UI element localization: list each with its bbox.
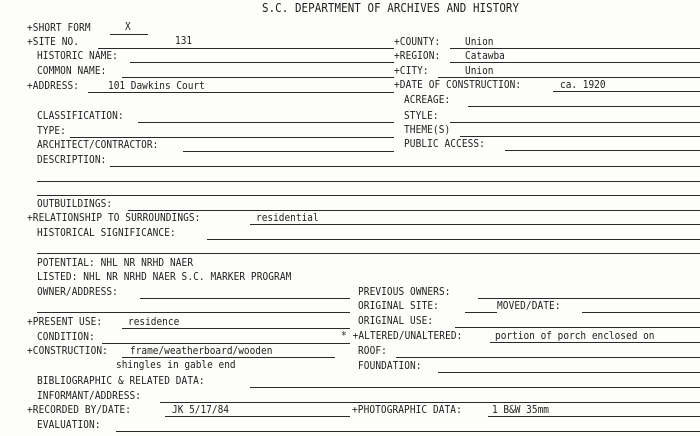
type-label: TYPE: [37,124,66,137]
relationship-label: +RELATIONSHIP TO SURROUNDINGS: [27,211,201,224]
site-no-line [98,48,394,49]
outbuildings-label: OUTBUILDINGS: [37,197,113,210]
relationship-line [250,224,700,225]
photographic-line [488,416,700,417]
original-use-label: ORIGINAL USE: [358,314,434,327]
acreage-line [468,106,700,107]
listed-label: LISTED: NHL NR NRHD NAER S.C. MARKER PROGRAM [37,270,292,283]
roof-label: ROOF: [358,344,387,357]
county-value: Union [465,35,494,48]
moved-date-line [582,312,700,313]
outbuildings-line [128,210,700,211]
site-no-label: +SITE NO. [27,35,80,48]
public-access-line [505,150,700,151]
address-line [88,92,394,93]
moved-date-label: MOVED/DATE: [497,299,561,312]
owner-address-label: OWNER/ADDRESS: [37,285,118,298]
common-name-label: COMMON NAME: [37,64,107,77]
city-label: +CITY: [394,64,429,77]
architect-label: ARCHITECT/CONTRACTOR: [37,138,159,151]
construction-value: frame/weatherboard/wooden [130,344,273,357]
common-name-line [122,77,394,78]
potential-label: POTENTIAL: NHL NR NRHD NAER [37,256,194,269]
short-form-value: X [125,20,131,33]
style-line [450,122,700,123]
historical-significance-line [207,239,700,240]
original-site-label: ORIGINAL SITE: [358,299,439,312]
evaluation-label: EVALUATION: [37,418,101,431]
description-line-2 [37,181,700,182]
date-construction-line [553,91,700,92]
themes-line [460,136,700,137]
owner-address-line [140,298,350,299]
city-value: Union [465,64,494,77]
owner-address-line-2 [37,312,350,313]
bibliographic-line [250,387,700,388]
altered-label: * +ALTERED/UNALTERED: [341,329,463,342]
construction-label: +CONSTRUCTION: [27,344,108,357]
date-construction-label: +DATE OF CONSTRUCTION: [394,78,522,91]
classification-line [138,122,394,123]
condition-label: CONDITION: [37,330,95,343]
classification-label: CLASSIFICATION: [37,109,124,122]
short-form-line [110,34,148,35]
informant-label: INFORMANT/ADDRESS: [37,389,142,402]
region-label: +REGION: [394,49,441,62]
original-use-line [455,327,700,328]
relationship-value: residential [256,211,319,224]
style-label: STYLE: [404,109,439,122]
altered-line [490,342,700,343]
region-value: Catawba [465,49,505,62]
bibliographic-label: BIBLIOGRAPHIC & RELATED DATA: [37,374,205,387]
site-no-value: 131 [175,34,193,47]
themes-label: THEME(S) [404,123,451,136]
evaluation-line [116,431,700,432]
recorded-by-value: JK 5/17/84 [172,403,229,416]
historical-significance-label: HISTORICAL SIGNIFICANCE: [37,226,176,239]
foundation-line [438,372,700,373]
present-use-line [122,328,350,329]
acreage-label: ACREAGE: [404,93,451,106]
description-label: DESCRIPTION: [37,153,107,166]
foundation-label: FOUNDATION: [358,359,422,372]
present-use-label: +PRESENT USE: [27,315,103,328]
region-line [450,62,700,63]
page-title: S.C. DEPARTMENT OF ARCHIVES AND HISTORY [262,1,520,15]
architect-line [183,151,394,152]
address-label: +ADDRESS: [27,79,80,92]
photographic-label: +PHOTOGRAPHIC DATA: [352,403,462,416]
description-line-1 [110,166,700,167]
historic-name-line [130,62,394,63]
recorded-by-line [165,416,350,417]
historic-name-label: HISTORIC NAME: [37,49,118,62]
photographic-value: 1 B&W 35mm [492,403,549,416]
altered-value: portion of porch enclosed on [495,329,655,342]
construction-value-2: shingles in gable end [116,358,236,371]
description-line-3 [37,195,700,196]
public-access-label: PUBLIC ACCESS: [404,137,485,150]
original-site-line [465,312,497,313]
historical-significance-line-2 [37,253,700,254]
present-use-value: residence [128,315,180,328]
county-label: +COUNTY: [394,35,441,48]
recorded-by-label: +RECORDED BY/DATE: [27,403,132,416]
address-value: 101 Dawkins Court [108,79,205,92]
previous-owners-label: PREVIOUS OWNERS: [358,285,451,298]
date-construction-value: ca. 1920 [560,78,606,91]
short-form-label: +SHORT FORM [27,21,91,34]
roof-line [396,357,700,358]
